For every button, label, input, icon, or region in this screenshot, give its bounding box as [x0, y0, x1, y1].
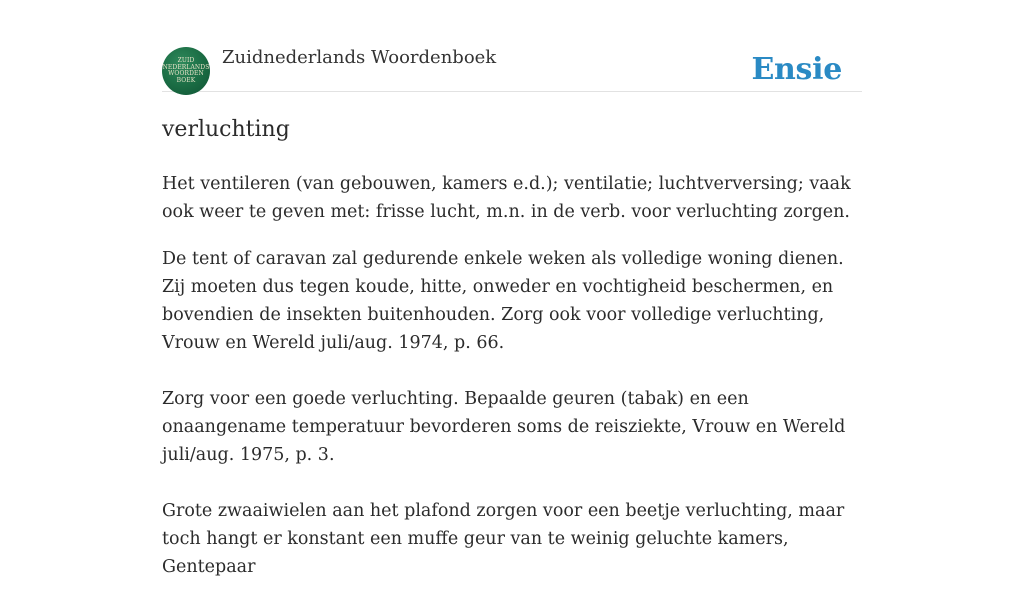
logo-line: ZUID	[177, 57, 195, 64]
brand-logo[interactable]: Ensie	[751, 52, 842, 87]
entry-definition: Het ventileren (van gebouwen, kamers e.d.); ventilatie; luchtverversing; vaak ook weer te geven met: frisse lucht, m.n. in de verb. voor verluchting zorgen.	[162, 174, 851, 222]
site-name[interactable]: Zuidnederlands Woordenboek	[222, 47, 497, 68]
site-header	[162, 40, 862, 92]
logo-line: NEDERLANDS	[162, 63, 210, 71]
example-quote: Zorg voor een goede verluchting. Bepaalde geuren (tabak) en een onaangename temperatuur bevorderen soms de reisziekte, Vrouw en Wereld juli/aug. 1975, p. 3.	[162, 389, 846, 465]
dictionary-logo[interactable]	[162, 47, 210, 95]
example-quote: De tent of caravan zal gedurende enkele weken als volledige woning dienen. Zij moeten dus tegen koude, hitte, onweder en vochtigheid beschermen, en bovendien de insekten buitenhouden. Zorg ook voor volledige verluchting, Vrouw en Wereld juli/aug. 1974, p. 66.	[162, 249, 844, 353]
logo-line: BOEK	[176, 76, 196, 84]
example-quote: Grote zwaaiwielen aan het plafond zorgen voor een beetje verluchting, maar toch hangt er konstant een muffe geur van te weinig geluchte kamers, Gentepaar	[162, 501, 845, 577]
entry-content	[162, 112, 867, 609]
logo-line: WOORDEN	[168, 70, 204, 77]
entry-term: verluchting	[162, 117, 290, 142]
